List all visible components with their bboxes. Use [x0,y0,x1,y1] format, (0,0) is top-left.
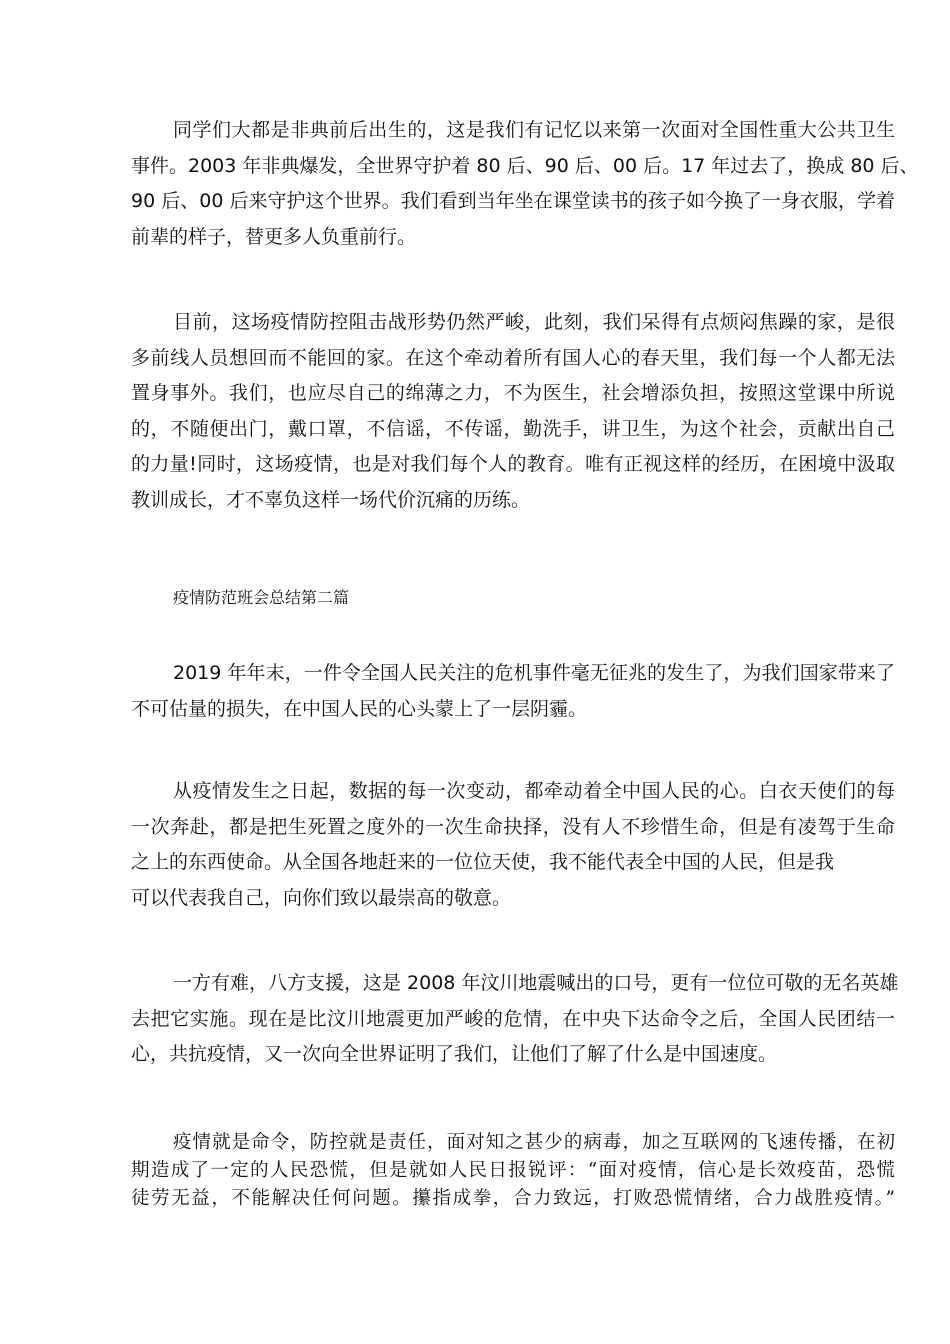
text-line: 目前，这场疫情防控阻击战形势仍然严峻，此刻，我们呆得有点烦闷焦躁的家，是很 [173,311,895,333]
paragraph-1 [131,113,919,255]
text-line: 不可估量的损失，在中国人民的心头蒙上了一层阴霾。 [131,697,588,720]
paragraph-5 [131,966,899,1073]
text-line: 疫情就是命令，防控就是责任，面对知之甚少的病毒，加之互联网的飞速传播，在初 [173,1132,895,1153]
text-line: 徒劳无益，不能解决任何问题。攥指成拳，合力致远，打败恐慌情绪，合力战胜疫情。” [131,1188,895,1209]
text-line: 一次奔赴，都是把生死置之度外的一次生命抉择，没有人不珍惜生命，但是有凌驾于生命 [131,815,895,838]
text-line: 前辈的样子，替更多人负重前行。 [131,225,417,248]
paragraph-6 [131,1129,895,1213]
text-line: 去把它实施。现在是比汶川地震更加严峻的危情，在中央下达命令之后，全国人民团结一 [131,1007,895,1030]
text-line: 置身事外。我们，也应尽自己的绵薄之力，不为医生，社会增添负担，按照这堂课中所说 [131,382,895,404]
text-line: 2019 年年末，一件令全国人民关注的危机事件毫无征兆的发生了，为我们国家带来了 [173,662,895,684]
paragraph-3 [131,656,895,727]
text-line: 可以代表我自己，向你们致以最崇高的敬意。 [131,886,512,909]
text-line: 90 后、00 后来守护这个世界。我们看到当年坐在课堂读书的孩子如今换了一身衣服，学着 [131,190,895,212]
text-line: 的，不随便出门，戴口罩，不信谣，不传谣，勤洗手，讲卫生，为这个社会，贡献出自己 [131,417,895,440]
text-line: 的力量!同时，这场疫情，也是对我们每个人的教育。唯有正视这样的经历，在困境中汲取 [131,453,895,475]
text-line: 心，共抗疫情，又一次向全世界证明了我们，让他们了解了什么是中国速度。 [131,1043,778,1065]
section-heading: 疫情防范班会总结第二篇 [173,588,350,607]
text-line: 期造成了一定的人民恐慌，但是就如人民日报锐评：“面对疫情，信心是长效疫苗，恐慌 [131,1160,895,1181]
text-line: 同学们大都是非典前后出生的，这是我们有记忆以来第一次面对全国性重大公共卫生 [173,119,895,141]
text-line: 多前线人员想回而不能回的家。在这个牵动着所有国人心的春天里，我们每一个人都无法 [131,346,895,369]
text-line: 事件。2003 年非典爆发，全世界守护着 80 后、90 后、00 后。17 年过去了，换成 80 后、 [131,154,919,177]
paragraph-4 [131,774,895,916]
text-line: 之上的东西使命。从全国各地赶来的一位位天使，我不能代表全中国的人民，但是我 [131,851,835,873]
text-line: 从疫情发生之日起，数据的每一次变动，都牵动着全中国人民的心。白衣天使们的每 [173,780,895,802]
text-line: 教训成长，才不辜负这样一场代价沉痛的历练。 [131,488,531,511]
text-line: 一方有难，八方支援，这是 2008 年汶川地震喊出的口号，更有一位位可敬的无名英雄 [173,972,899,994]
paragraph-2 [131,305,895,518]
